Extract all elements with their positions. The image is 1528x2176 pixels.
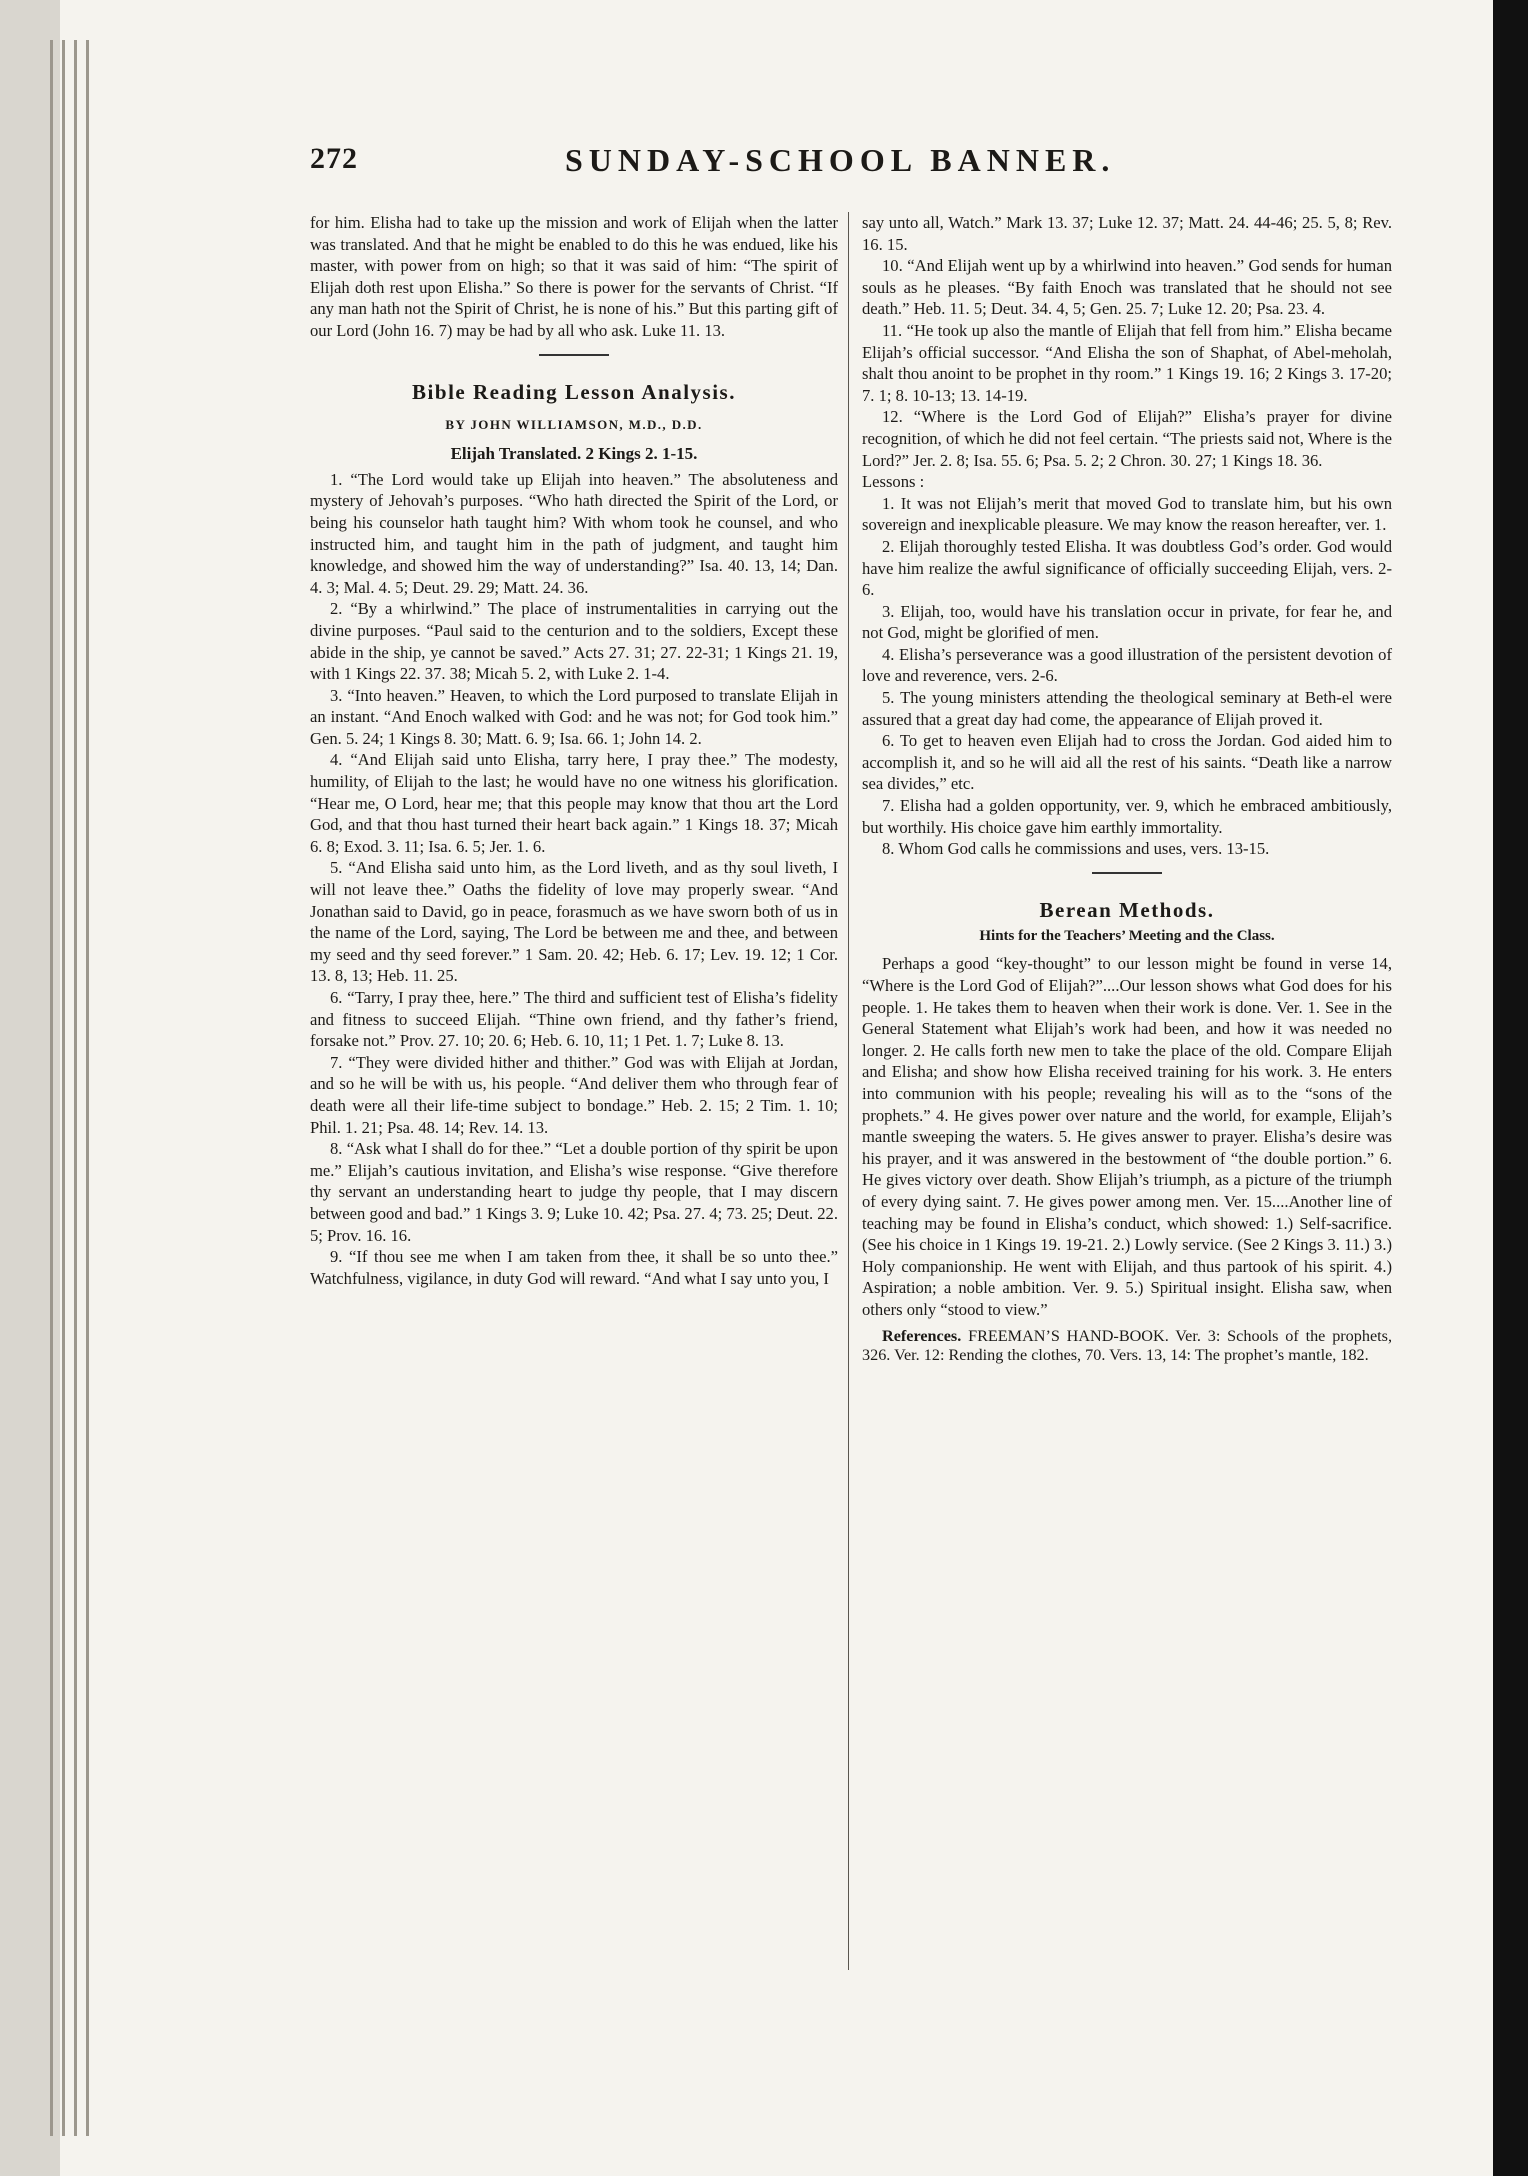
lesson-item: 4. Elisha’s perseverance was a good illustration of the persistent devotion of love and reverence, vers. 2-6. (862, 644, 1392, 686)
references-paragraph (862, 1327, 1392, 1365)
byline: BY JOHN WILLIAMSON, M.D., D.D. (445, 416, 703, 432)
right-column (862, 212, 1392, 1365)
methods-paragraph: Perhaps a good “key-thought” to our lesson might be found in verse 14, “Where is the Lord God of Elijah?”....Our lesson shows what God does for his people. 1. He takes them to heaven when their work is done. Ver. 1. See in the General Statement what Elijah’s work had been, and how it was needed no longer. 2. He calls forth new men to take the place of the old. Compare Elijah and Elisha; and show how Elisha received training for his work. 3. He enters into communion with his people; revealing his will as to the “sons of the prophets.” 4. He gives power over nature and the world, for example, Elijah’s mantle sweeping the waters. 5. He gives answer to prayer. Elisha’s desire was his prayer, and it was answered in the bestowment of “the double portion.” 6. He gives victory over death. Show Elijah’s triumph, as a picture of the triumph of every dying saint. 7. He gives power among men. Ver. 15....Another line of teaching may be found in Elisha’s conduct, which showed: 1.) Self-sacrifice. (See his choice in 1 Kings 19. 19-21. 2.) Lowly service. (See 2 Kings 3. 11.) 3.) Holy companionship. He went with Elijah, and thus partook of his spirit. 4.) Aspiration; a noble ambition. Ver. 9. 5.) Spiritual insight. Elisha saw, when others only “stood to view.” (862, 954, 1392, 1319)
section-heading: Berean Methods. (1039, 897, 1215, 922)
lesson-item: 3. Elijah, too, would have his translation occur in private, for fear he, and not God, might be glorified of men. (862, 601, 1392, 643)
scan-border (1493, 0, 1528, 2176)
page-number: 272 (310, 142, 358, 175)
column-divider (848, 212, 849, 1970)
lesson-item: 6. To get to heaven even Elijah had to cross the Jordan. God aided him to accomplish it, and so he will aid all the rest of his saints. “Death like a narrow sea divides,” etc. (862, 731, 1392, 794)
analysis-paragraph: 7. “They were divided hither and thither.” God was with Elijah at Jordan, and so he will be with us, his people. “And deliver them who through fear of death were all their life-time subject to bondage.” Heb. 2. 15; 2 Tim. 1. 10; Phil. 1. 21; Psa. 48. 14; Rev. 14. 13. (310, 1052, 838, 1137)
analysis-paragraph: 3. “Into heaven.” Heaven, to which the Lord purposed to translate Elijah in an instant. “And Enoch walked with God: and he was not; for God took him.” Gen. 5. 24; 1 Kings 8. 30; Matt. 6. 9; Isa. 66. 1; John 14. 2. (310, 685, 838, 748)
lesson-reference: Elijah Translated. 2 Kings 2. 1-15. (450, 444, 698, 464)
lesson-item: 8. Whom God calls he commissions and uses, vers. 13-15. (882, 839, 1270, 859)
analysis-paragraph: 8. “Ask what I shall do for thee.” “Let a double portion of thy spirit be upon me.” Elijah’s cautious invitation, and Elisha’s wise response. “Give therefore thy servant an understanding heart to judge thy people, that I may discern between good and bad.” 1 Kings 3. 9; Luke 10. 42; Psa. 27. 4; 73. 25; Deut. 22. 5; Prov. 16. 16. (310, 1139, 838, 1245)
lesson-item: 1. It was not Elijah’s merit that moved God to translate him, but his own sovereign and inexplicable pleasure. We may know the reason hereafter, ver. 1. (862, 493, 1392, 535)
analysis-paragraph: 11. “He took up also the mantle of Elijah that fell from him.” Elisha became Elijah’s official successor. “And Elisha the son of Shaphat, of Abel-meholah, shalt thou anoint to be prophet in thy room.” 1 Kings 19. 16; 2 Kings 3. 17-20; 7. 1; 8. 10-13; 13. 14-19. (862, 320, 1392, 405)
continuation-paragraph: say unto all, Watch.” Mark 13. 37; Luke 12. 37; Matt. 24. 44-46; 25. 5, 8; Rev. 16. 15. (862, 213, 1392, 254)
section-separator (1092, 872, 1162, 874)
analysis-paragraph: 2. “By a whirlwind.” The place of instrumentalities in carrying out the divine purposes. “Paul said to the centurion and to the soldiers, Except these abide in the ship, ye cannot be saved.” Acts 27. 31; 27. 22-31; 1 Kings 21. 19, with 1 Kings 22. 37. 38; Micah 5. 2, with Luke 2. 1-4. (310, 599, 838, 684)
analysis-paragraph: 12. “Where is the Lord God of Elijah?” Elisha’s prayer for divine recognition, of which he did not feel certain. “The priests said not, Where is the Lord?” Jer. 2. 8; Isa. 55. 6; Psa. 5. 2; 2 Chron. 30. 27; 1 Kings 18. 36. (862, 407, 1392, 470)
section-subheading: Hints for the Teachers’ Meeting and the Class. (979, 927, 1275, 944)
running-title: SUNDAY-SCHOOL BANNER. (565, 142, 1116, 178)
left-column (310, 212, 838, 1289)
page-edge (74, 40, 77, 2136)
section-separator (539, 354, 609, 356)
section-heading: Bible Reading Lesson Analysis. (412, 379, 736, 404)
lesson-item: 2. Elijah thoroughly tested Elisha. It was doubtless God’s order. God would have him realize the awful significance of officially succeeding Elijah, vers. 2-6. (862, 536, 1392, 600)
analysis-paragraph: 10. “And Elijah went up by a whirlwind into heaven.” God sends for human souls as he pleases. “By faith Enoch was translated that he should not see death.” Heb. 11. 5; Deut. 34. 4, 5; Gen. 25. 7; Luke 12. 20; Psa. 23. 4. (862, 256, 1392, 319)
references-label: References. (882, 1326, 969, 1345)
lesson-item: 7. Elisha had a golden opportunity, ver. 9, which he embraced ambitiously, but worthily. His choice gave him earthly immortality. (862, 796, 1392, 837)
analysis-paragraph: 5. “And Elisha said unto him, as the Lord liveth, and as thy soul liveth, I will not leave thee.” Oaths the fidelity of love may properly swear. “And Jonathan said to David, go in peace, forasmuch as we have sworn both of us in the name of the Lord, saying, The Lord be between me and thee, and between my seed and thy seed forever.” 1 Sam. 20. 42; Heb. 6. 17; Lev. 19. 12; 1 Cor. 13. 8, 13; Heb. 11. 25. (310, 858, 838, 986)
analysis-paragraph: 4. “And Elijah said unto Elisha, tarry here, I pray thee.” The modesty, humility, of Elijah to the last; he would have no one witness his glorification. “Hear me, O Lord, hear me; that this people may know that thou art the Lord God, and that thou hast turned their heart back again.” 1 Kings 18. 37; Micah 6. 8; Exod. 3. 11; Isa. 6. 5; Jer. 1. 6. (310, 750, 838, 856)
lessons-label: Lessons : (862, 472, 925, 492)
references-text: FREEMAN’S HAND-BOOK. Ver. 3: Schools of the prophets, 326. Ver. 12: Rending the clothes, 70. Vers. 13, 14: The prophet’s mantle, 182. (862, 1326, 1392, 1364)
intro-paragraph: for him. Elisha had to take up the mission and work of Elijah when the latter was translated. And that he might be enabled to do this he was endued, like his master, with power from on high; so that it was said of him: “The spirit of Elijah doth rest upon Elisha.” So there is power for the servants of Christ. “If any man hath not the Spirit of Christ, he is none of his.” But this parting gift of our Lord (John 16. 7) may be had by all who ask. Luke 11. 13. (310, 213, 838, 340)
analysis-paragraph: 6. “Tarry, I pray thee, here.” The third and sufficient test of Elisha’s fidelity and fitness to succeed Elijah. “Thine own friend, and thy father’s friend, forsake not.” Prov. 27. 10; 20. 6; Heb. 6. 10, 11; 1 Pet. 1. 7; Luke 8. 13. (310, 988, 838, 1051)
analysis-paragraph: 9. “If thou see me when I am taken from thee, it shall be so unto thee.” Watchfulness, vigilance, in duty God will reward. “And what I say unto you, I (310, 1247, 838, 1288)
lesson-item: 5. The young ministers attending the theological seminary at Beth-el were assured that a great day had come, the appearance of Elijah proved it. (862, 688, 1392, 729)
page-edge (86, 40, 89, 2136)
analysis-paragraph: 1. “The Lord would take up Elijah into heaven.” The absoluteness and mystery of Jehovah’s purposes. “Who hath directed the Spirit of the Lord, or being his counselor hath taught him? With whom took he counsel, and who instructed him, and taught him in the path of judgment, and taught him knowledge, and showed him the way of understanding?” Isa. 40. 13, 14; Dan. 4. 3; Mal. 4. 5; Deut. 29. 29; Matt. 24. 36. (310, 469, 838, 597)
running-header (310, 142, 1150, 188)
page-edge (50, 40, 53, 2136)
page-edge (62, 40, 65, 2136)
